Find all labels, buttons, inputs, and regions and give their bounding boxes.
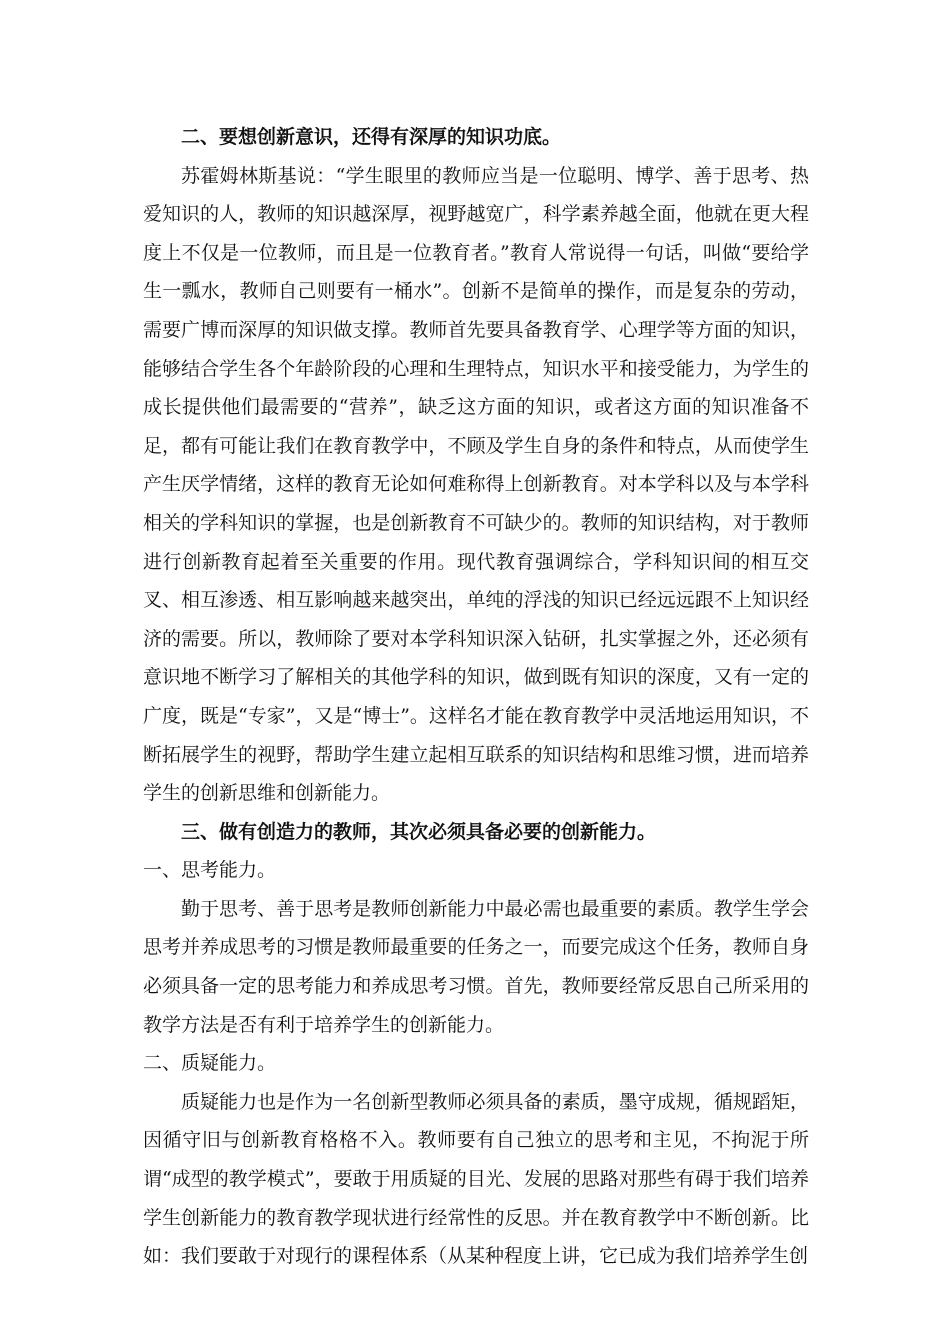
section-heading-3: 三、做有创造力的教师，其次必须具备必要的创新能力。 [181,820,657,843]
subheading-questioning: 二、质疑能力。 [143,1052,277,1075]
paragraph-knowledge: 苏霍姆林斯基说：“学生眼里的教师应当是一位聪明、博学、善于思考、热爱知识的人，教师的知识越深厚，视野越宽广，科学素养越全面，他就在更大程度上不仅是一位教师，而且是一位教育者。”教育人常说得一句话，叫做“要给学生一瓢水，教师自己则要有一桶水”。创新不是简单的操作，而是复杂的劳动，需要广博而深厚的知识做支撑。教师首先要具备教育学、心理学等方面的知识，能够结合学生各个年龄阶段的心理和生理特点，知识水平和接受能力，为学生的成长提供他们最需要的“营养”，缺乏这方面的知识，或者这方面的知识准备不足，都有可能让我们在教育教学中，不顾及学生自身的条件和特点，从而使学生产生厌学情绪，这样的教育无论如何难称得上创新教育。对本学科以及与本学科相关的学科知识的掌握，也是创新教育不可缺少的。教师的知识结构，对于教师进行创新教育起着至关重要的作用。现代教育强调综合，学科知识间的相互交叉、相互渗透、相互影响越来越突出，单纯的浮浅的知识已经远远跟不上知识经济的需要。所以，教师除了要对本学科知识深入钻研，扎实掌握之外，还必须有意识地不断学习了解相关的其他学科的知识，做到既有知识的深度，又有一定的广度，既是“专家”，又是“博士”。这样名才能在教育教学中灵活地运用知识，不断拓展学生的视野，帮助学生建立起相互联系的知识结构和思维习惯，进而培养学生的创新思维和创新能力。 [143,164,809,805]
paragraph-questioning: 质疑能力也是作为一名创新型教师必须具备的素质，墨守成规，循规蹈矩，因循守旧与创新教育格格不入。教师要有自己独立的思考和主见，不拘泥于所谓“成型的教学模式”，要敢于用质疑的目光、发展的思路对那些有碍于我们培养学生创新能力的教育教学现状进行经常性的反思。并在教育教学中不断创新。比如：我们要敢于对现行的课程体系（从某种程度上讲，它已成为我们培养学生创 [143,1090,809,1268]
subheading-thinking: 一、思考能力。 [143,859,277,882]
section-heading-2: 二、要想创新意识，还得有深厚的知识功底。 [181,126,562,148]
document-body [143,118,809,1276]
paragraph-thinking: 勤于思考、善于思考是教师创新能力中最必需也最重要的素质。教学生学会思考并养成思考的习惯是教师最重要的任务之一，而要完成这个任务，教师自身必须具备一定的思考能力和养成思考习惯。首先，教师要经常反思自己所采用的教学方法是否有利于培养学生的创新能力。 [143,897,809,1036]
